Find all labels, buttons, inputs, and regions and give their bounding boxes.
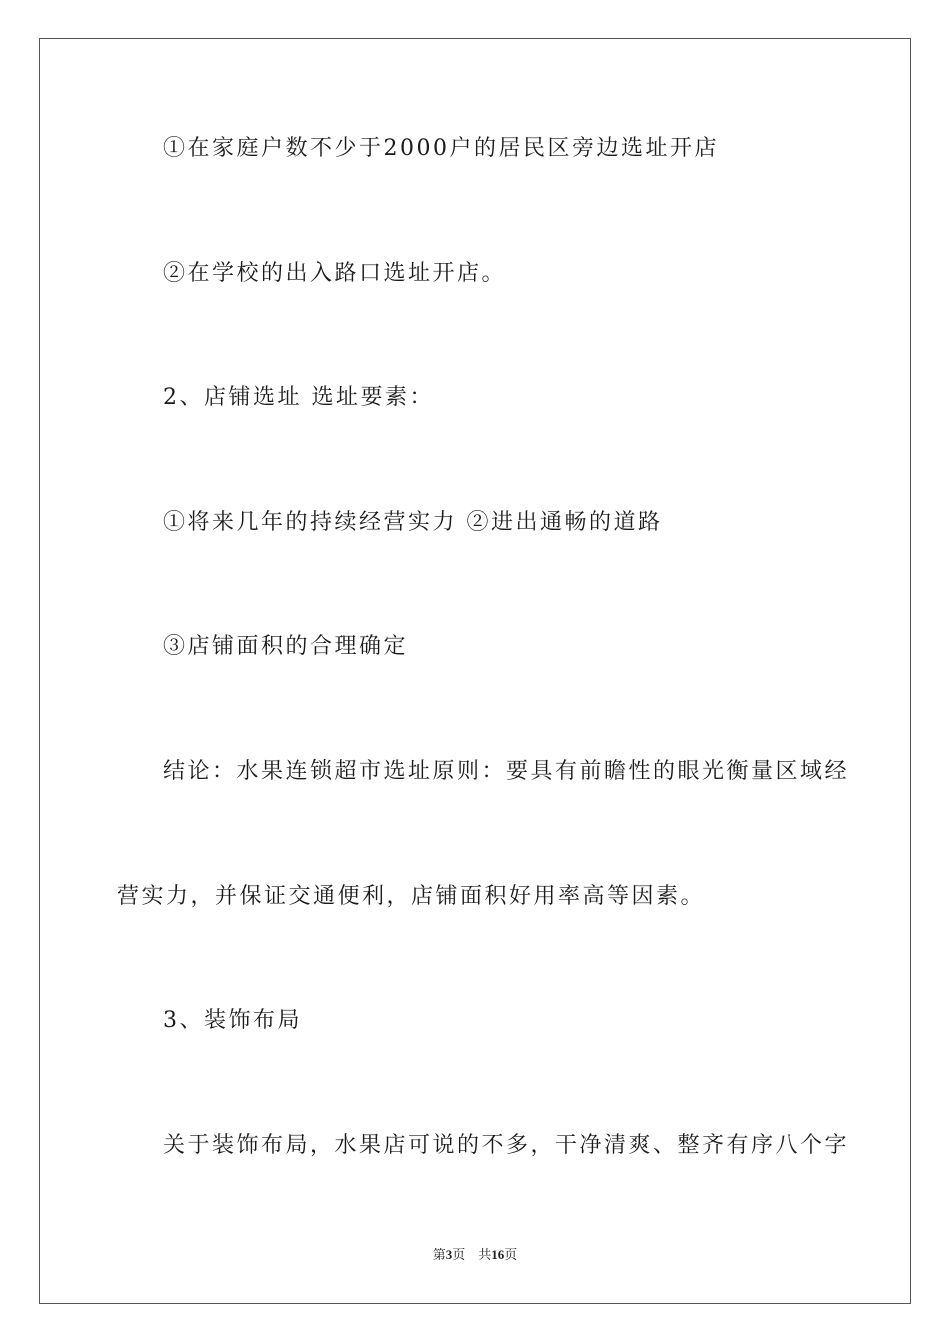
section-heading: 3、装饰布局 (163, 1008, 302, 1033)
total-pages-number: 16 (491, 1247, 505, 1262)
page-border (39, 38, 911, 1304)
page-footer (0, 1246, 950, 1264)
total-prefix: 共 (478, 1247, 492, 1262)
page-suffix: 页 (452, 1247, 466, 1262)
paragraph-line: 结论：水果连锁超市选址原则：要具有前瞻性的眼光衡量区域经 (163, 759, 850, 784)
text-line: ①在家庭户数不少于2000户的居民区旁边选址开店 (163, 136, 719, 161)
text-line: ②在学校的出入路口选址开店。 (163, 261, 507, 286)
current-page-number: 3 (445, 1247, 453, 1262)
paragraph-line: 营实力，并保证交通便利，店铺面积好用率高等因素。 (117, 884, 706, 909)
text-line: ①将来几年的持续经营实力 ②进出通畅的道路 (163, 510, 663, 535)
text-line: ③店铺面积的合理确定 (163, 634, 409, 659)
section-heading: 2、店铺选址 选址要素： (163, 385, 434, 410)
total-suffix: 页 (504, 1247, 518, 1262)
paragraph-line: 关于装饰布局，水果店可说的不多，干净清爽、整齐有序八个字 (163, 1133, 850, 1158)
page-prefix: 第 (432, 1247, 446, 1262)
